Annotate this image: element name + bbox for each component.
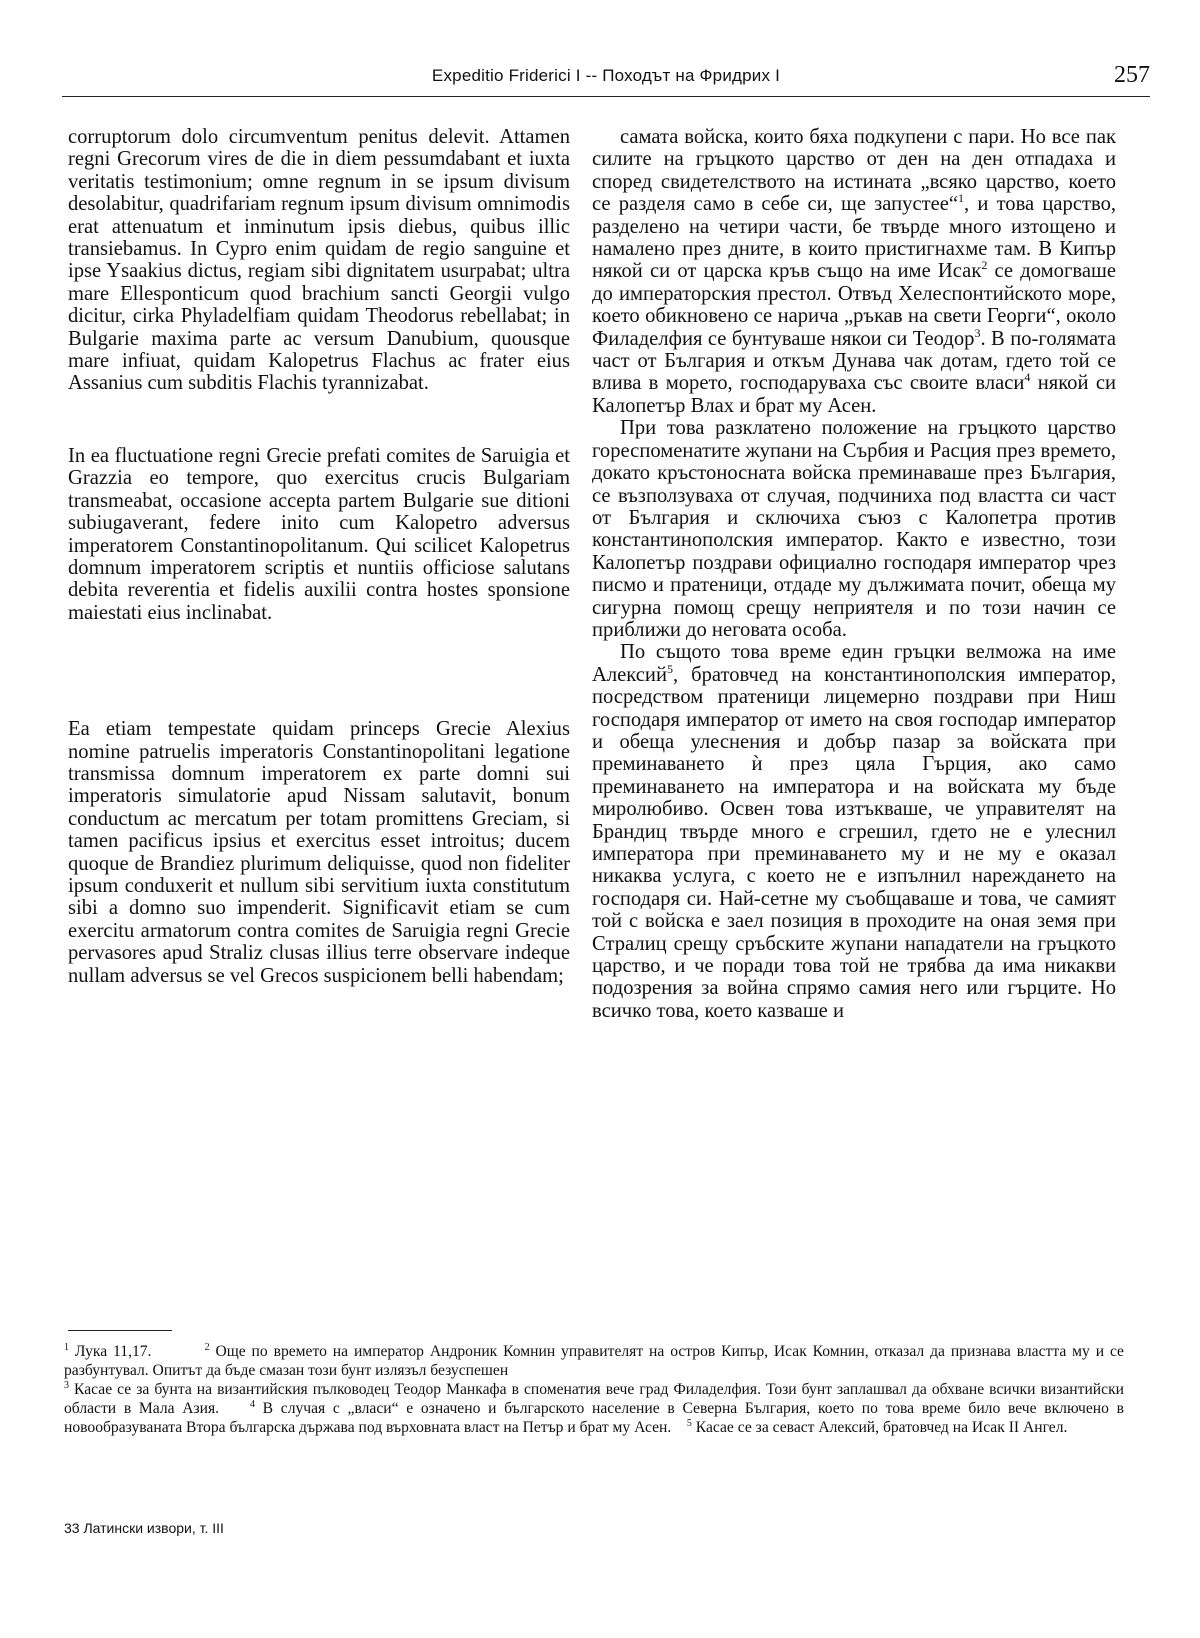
bulgarian-paragraph-3: По същото това време един гръцки велможа на име Алексий$^5$, братовчед на константинополския император, посредством пратеници лицемерно поздрави при Ниш господаря император от името на своя господар император и обеща улеснения и добър пазар за войската при преминаването ѝ през цяла Гърция, ако само преминаването на императора и на войската му бъде миролюбиво. Освен това изтъкваше, че управителят на Брандиц твърде много е сгрешил, гдето не е улеснил императора при преминаването му и не му е оказал никаква услуга, с което не е изпълнил нареждането на господаря си. Най-сетне му съобщаваше и това, че самият той с войска е заел позиция в проходите на оная земя при Стралиц срещу сръбските жупани нападатели на гръцкото царство, и че поради това той не трябва да има никакви подозрения за война спрямо самия него или гърците. Но всичко това, което казваше и xyxy=(592,641,1116,1022)
footnote-1-2: $^1$ Лука 11,17. $^2$ Още по времето на император Андроник Комнин управителят на остров Кипър, Исак Комнин, отказал да признава властта му и се разбунтувал. Опитът да бъде смазан този бунт излязъл безуспешен xyxy=(64,1341,1124,1379)
latin-paragraph-1: corruptorum dolo circumventum penitus delevit. Attamen regni Grecorum vires de die in diem pessumdabant et iuxta veritatis testimonium; omne regnum in se ipsum divisum desolabitur, quadrifariam regnum ipsum divisum omnimodis erat attenuatum et inminutum ipsis diebus, quibus illic transiebamus. In Cypro enim quidam de regio sanguine et ipse Ysaakius dictus, regiam sibi dignitatem usurpabat; ultra mare Ellesponticum quod brachium sancti Georgii vulgo dicitur, cirka Phyladelfiam quidam Theodorus rebellabat; in Bulgarie maxima parte ac versum Danubium, quousque mare infiuat, quidam Kalopetrus Flachus ac frater eius Assanius cum subditis Flachis tyrannizabat. xyxy=(68,126,570,395)
bulgarian-paragraph-1: самата войска, които бяха подкупени с пари. Но все пак силите на гръцкото царство от ден на ден отпадаха и според свидетелството на истината „всяко царство, което се разделя само в себе си, ще запустее“$^1$, и това царство, разделено на четири части, бе твърде много изтощено и намалено през дните, в които пристигнахме там. В Кипър някой си от царска кръв също на име Исак$^2$ се домогваше до императорския престол. Отвъд Хелеспонтийското море, което обикновено се нарича „ръкав на свети Георги“, около Филаделфия се бунтуваше някои си Теодор$^3$. В по-голямата част от България и откъм Дунава чак дотам, гдето той се влива в морето, господаруваха със своите власи$^4$ някой си Калопетър Влах и брат му Асен. xyxy=(592,126,1117,417)
footnotes xyxy=(64,1342,1124,1437)
footnote-rule xyxy=(68,1330,172,1331)
footnote-ref-4[interactable]: 4 xyxy=(1024,370,1031,385)
latin-paragraph-3: Ea etiam tempestate quidam princeps Grecie Alexius nomine patruelis imperatoris Constantinopolitani legatione transmissa domnum imperatorem ex parte domni sui imperatoris simulatorie apud Nissam salutavit, bonum conductum ac mercatum per totam promittens Greciam, si tamen pacificus ipsius et exercitus esset introitus; ducem quoque de Brandiez plurimum deliquisse, quod non fideliter ipsum conduxerit et nullum sibi servitium iuxta constitutum sibi a domno suo impenderit. Significavit etiam se cum exercitu armatorum contra comites de Saruigia regni Grecie pervasores apud Straliz clusas illius terre observare indeque nullam adversus se vel Grecos suspicionem belli habendam; xyxy=(68,718,570,987)
page-header xyxy=(62,62,1150,97)
footnote-4: В случая с „власи“ е означено и българското население в Северна България, което по това време било вече включено в новообразуваната Втора българска държава под върховната власт на Петър и брат му Асен. xyxy=(64,1400,1124,1436)
footnote-ref-1[interactable]: 1 xyxy=(958,191,965,206)
bulgarian-column xyxy=(592,126,1116,1022)
running-title: Expeditio Friderici I -- Походът на Фридрих I xyxy=(431,66,781,85)
footnote-1: Лука 11,17. xyxy=(74,1343,152,1360)
footnote-5: Касае се за севаст Алексий, братовчед на Исак II Ангел. xyxy=(695,1419,1068,1436)
latin-column xyxy=(68,126,570,987)
footnote-ref-3[interactable]: 3 xyxy=(974,325,981,340)
footnote-3: $^3$ Касае се за бунта на византийския пълководец Теодор Манкафа в споменатия вече град Филаделфия. Този бунт заплашвал да обхване всички византийски области в Мала Азия. $^4$ В случая с „власи“ е означено и българското население в Северна България, което по това време било вече включено в новообразуваната Втора българска държава под върховната власт на Петър и брат му Асен. $^5$ Касае се за севаст Алексий, братовчед на Исак II Ангел. xyxy=(64,1379,1124,1436)
footnote-ref-2[interactable]: 2 xyxy=(981,258,988,273)
printer-signature: 33 Латински извори, т. III xyxy=(64,1520,224,1536)
latin-paragraph-2: In ea fluctuatione regni Grecie prefati comites de Saruigia et Grazzia eo tempore, quo exercitus crucis Bulgariam transmeabat, occasione accepta partem Bulgarie sue ditioni subiugaverant, federe inito cum Kalopetro adversus imperatorem Constantinopolitanum. Qui scilicet Kalopetrus domnum imperatorem scriptis et nuntiis officiose salutans debita reverentia et fidelis auxilii contra hostes sponsione maiestati eius inclinabat. xyxy=(68,444,570,624)
footnote-2: Още по времето на император Андроник Комнин управителят на остров Кипър, Исак Комнин, отказал да признава властта му и се разбунтувал. Опитът да бъде смазан този бунт излязъл безуспешен xyxy=(64,1343,1124,1379)
bulgarian-paragraph-2: При това разклатено положение на гръцкото царство гореспоменатите жупани на Сърбия и Расция през времето, докато кръстоносната войска преминаваше през България, се възползуваха от случая, подчиниха под властта си част от България и сключиха съюз с Калопетра против константинополския император. Както е известно, този Калопетър поздрави официално господаря император чрез писмо и пратеници, отдаде му дължимата почит, обеща му сигурна помощ срещу неприятеля и по този начин се приближи до неговата особа. xyxy=(592,417,1116,641)
page-number: 257 xyxy=(1114,62,1150,88)
footnote-ref-5[interactable]: 5 xyxy=(666,661,673,676)
